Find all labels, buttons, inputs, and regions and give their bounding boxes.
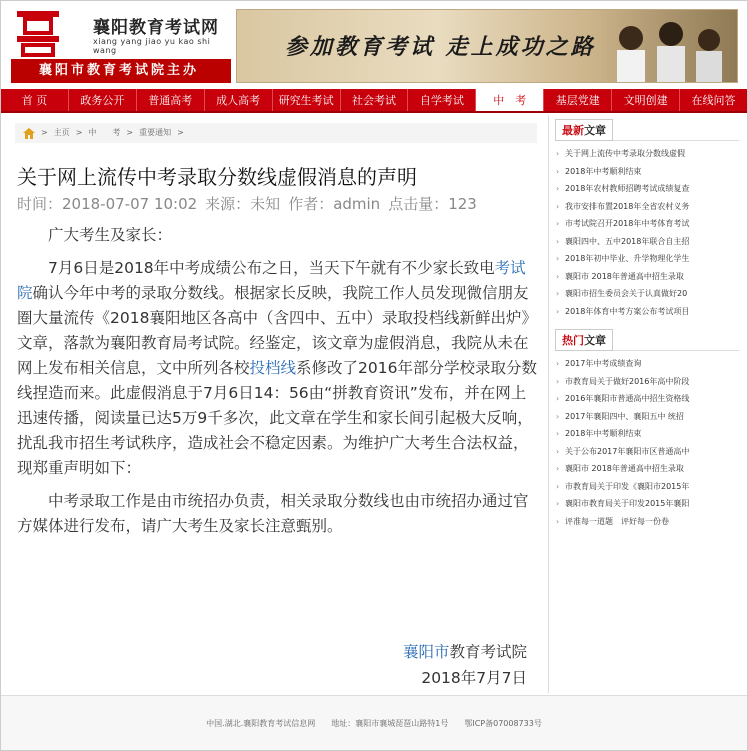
list-item[interactable]: › 市考试院召开2018年中考体育考试 <box>555 215 739 233</box>
list-item[interactable]: › 2018年体育中考方案公布考试项目 <box>555 303 739 321</box>
article-signature <box>403 639 527 691</box>
header-banner <box>236 9 738 83</box>
header <box>1 1 747 89</box>
article-meta <box>17 193 477 214</box>
footer-owner: 中国.湖北.襄阳教育考试信息网 <box>206 719 316 728</box>
article-views: 点击量：123 <box>388 195 477 213</box>
list-item[interactable]: › 2018年中考顺利结束 <box>555 163 739 181</box>
article-paragraph: 中考录取工作是由市统招办负责，相关录取分数线也由市统招办通过官方媒体进行发布，请广大考生及家长注意甄别。 <box>17 492 529 535</box>
sidebar <box>555 119 739 530</box>
list-item[interactable]: › 襄阳市 2018年普通高中招生录取 <box>555 460 739 478</box>
article-author: 作者：admin <box>288 195 381 213</box>
keyword-link-admission-line[interactable]: 投档线 <box>249 359 297 377</box>
home-icon <box>23 128 35 139</box>
list-item[interactable]: › 市教育局关于印发《襄阳市2015年 <box>555 478 739 496</box>
footer-address: 地址：襄阳市襄城琵琶山路特1号 <box>331 719 449 728</box>
nav-graduate-exam[interactable]: 研究生考试 <box>273 89 341 111</box>
latest-articles-header <box>555 119 739 141</box>
site-pinyin: xiang yang jiao yu kao shi wang <box>93 37 211 55</box>
breadcrumb <box>15 123 537 143</box>
banner-slogan: 参加教育考试 走上成功之路 <box>285 34 596 60</box>
list-item[interactable]: › 评准每一道题 评好每一份卷 <box>555 513 739 531</box>
article-body <box>17 223 537 547</box>
list-item[interactable]: › 2018年初中毕业、升学物理化学生 <box>555 250 739 268</box>
hot-header-label <box>555 329 613 351</box>
nav-party-building[interactable]: 基层党建 <box>544 89 612 111</box>
latest-header-black: 文章 <box>584 124 606 137</box>
hot-header-black: 文章 <box>584 334 606 347</box>
latest-header-label <box>555 119 613 141</box>
breadcrumb-sep: > <box>41 128 48 137</box>
article-title: 关于网上流传中考录取分数线虚假消息的声明 <box>17 165 417 189</box>
list-item[interactable]: › 襄阳市招生委员会关于认真做好20 <box>555 285 739 303</box>
list-item[interactable]: › 2016年襄阳市普通高中招生资格线 <box>555 390 739 408</box>
article-time: 时间：2018-07-07 10:02 <box>17 195 198 213</box>
list-item[interactable]: › 襄阳市教育局关于印发2015年襄阳 <box>555 495 739 513</box>
hot-articles-header <box>555 329 739 351</box>
article-salutation: 广大考生及家长： <box>48 226 173 244</box>
latest-header-red: 最新 <box>562 124 584 137</box>
signature-org-text: 教育考试院 <box>449 643 527 661</box>
list-item[interactable]: › 2018年中考顺利结束 <box>555 425 739 443</box>
nav-home[interactable]: 首 页 <box>1 89 69 111</box>
list-item[interactable]: › 2018年农村教师招聘考试成绩复查 <box>555 180 739 198</box>
footer-icp[interactable]: 鄂ICP备07008733号 <box>464 719 542 728</box>
article-source: 来源：未知 <box>205 195 281 213</box>
list-item[interactable]: › 襄阳四中、五中2018年联合自主招 <box>555 233 739 251</box>
list-item[interactable]: › 2017年襄阳四中、襄阳五中 统招 <box>555 408 739 426</box>
main-content <box>11 119 547 687</box>
nav-civilization[interactable]: 文明创建 <box>612 89 680 111</box>
site-sponsor: 襄阳市教育考试院主办 <box>11 59 231 83</box>
students-photo-icon <box>601 16 731 83</box>
breadcrumb-sep: > <box>126 128 134 137</box>
paragraph-text: 系修改了2016年部分学校录取分数线捏造而来。此虚假消息于7月6日14：56由“拼教育资讯”发布，并在网上迅速传播，阅读量已达5万9千多次，此文章在学生和家长间引起极大反响，扰乱我市招生考试秩序，造成社会不稳定因素。为维护广大考生合法权益，现郑重声明如下： <box>17 359 537 477</box>
nav-gaokao[interactable]: 普通高考 <box>137 89 205 111</box>
main-nav <box>1 89 747 113</box>
breadcrumb-zhongkao[interactable]: 中 考 <box>88 128 121 137</box>
site-title: 襄阳教育考试网 <box>93 18 219 38</box>
signature-date: 2018年7月7日 <box>421 669 527 687</box>
latest-articles-list <box>555 145 739 320</box>
signature-org <box>403 639 527 665</box>
nav-gov-affairs[interactable]: 政务公开 <box>69 89 137 111</box>
nav-online-qa[interactable]: 在线问答 <box>691 94 736 107</box>
list-item[interactable]: › 市教育局关于做好2016年高中阶段 <box>555 373 739 391</box>
paragraph-text: 7月6日是2018年中考成绩公布之日，当天下午就有不少家长致电 <box>48 259 495 277</box>
hot-header-red: 热门 <box>562 334 584 347</box>
nav-zhongkao[interactable]: 中 考 <box>476 89 544 111</box>
list-item[interactable]: › 2017年中考成绩查询 <box>555 355 739 373</box>
keyword-link-xiangyang[interactable]: 襄阳市 <box>402 643 450 661</box>
hot-articles-list <box>555 355 739 530</box>
list-item[interactable]: › 关于公布2017年襄阳市区普通高中 <box>555 443 739 461</box>
column-divider <box>548 115 549 693</box>
breadcrumb-sep: > <box>177 128 184 137</box>
nav-self-study-exam[interactable]: 自学考试 <box>408 89 476 111</box>
site-emblem-icon <box>15 9 61 57</box>
article-paragraph <box>17 256 537 481</box>
keyword-link-exam-institute[interactable]: 考试院 <box>17 259 526 302</box>
nav-adult-exam[interactable]: 成人高考 <box>205 89 273 111</box>
list-item[interactable]: › 关于网上流传中考录取分数线虚假 <box>555 145 739 163</box>
breadcrumb-sep: > <box>75 128 83 137</box>
list-item[interactable]: › 襄阳市 2018年普通高中招生录取 <box>555 268 739 286</box>
footer <box>1 695 747 750</box>
paragraph-text: 确认今年中考的录取分数线。根据家长反映，我院工作人员发现微信朋友圈大量流传《2018襄阳地区各高中（含四中、五中）录取投档线新鲜出炉》文章，落款为襄阳教育局考试院。经鉴定，该文章为虚假消息，我院从未在网上发布相关信息，文中所列各校 <box>17 284 537 377</box>
nav-social-exam[interactable]: 社会考试 <box>341 89 409 111</box>
site-logo[interactable] <box>11 7 231 83</box>
breadcrumb-notices[interactable]: 重要通知 <box>139 128 172 137</box>
list-item[interactable]: › 我市安排布置2018年全省农村义务 <box>555 198 739 216</box>
breadcrumb-home[interactable]: 主页 <box>53 128 70 137</box>
